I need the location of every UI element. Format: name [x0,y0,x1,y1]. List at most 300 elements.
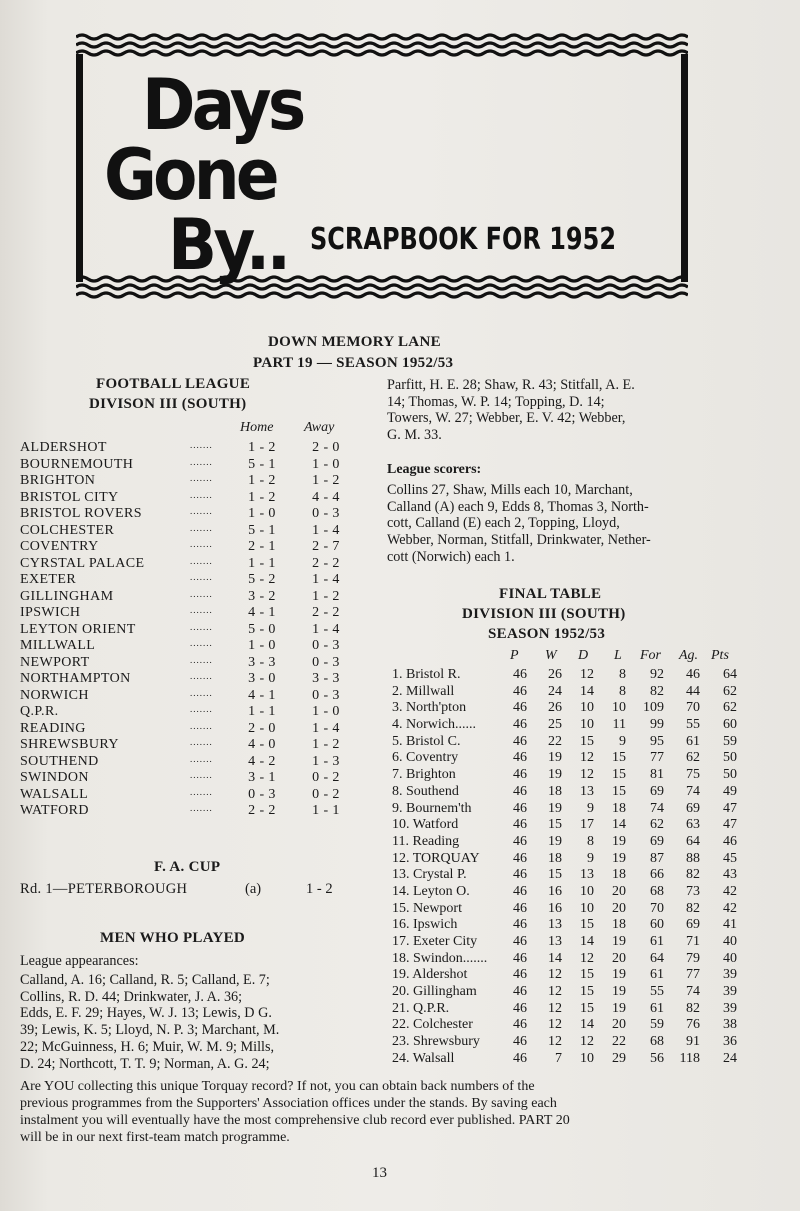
fixture-home-score: 3 - 1 [248,770,276,785]
scorers-line: Collins 27, Shaw, Mills each 10, Marchant, [387,482,633,498]
fixture-team: NORWICH [20,687,89,703]
table-points: 41 [723,917,737,933]
table-for: 64 [650,950,664,966]
table-team: 9. Bournem'th [392,800,472,816]
table-points: 64 [723,667,737,682]
table-for: 56 [650,1050,664,1066]
table-drawn: 10 [580,1050,594,1066]
table-col-pts: Pts [711,648,729,663]
footer-line: instalment you will eventually have the most comprehensive club record ever published. PART 20 [20,1113,570,1128]
table-for: 109 [643,700,664,716]
fixture-row [20,605,360,622]
appearances-line: Edds, E. F. 29; Hayes, W. J. 13; Lewis, D G. [20,1005,272,1022]
table-played: 46 [513,750,527,766]
table-for: 55 [650,984,664,1000]
table-won: 22 [548,733,562,749]
fixture-leader-dots: ....... [190,786,213,797]
table-won: 18 [548,850,562,866]
table-played: 46 [513,1050,527,1066]
scorers-line: cott, Calland (E) each 2, Topping, Lloyd, [387,515,620,532]
table-drawn: 15 [580,984,594,1000]
appearances-line: Calland, A. 16; Calland, R. 5; Calland, E. 7; [20,972,270,988]
fixture-leader-dots: ....... [190,770,213,780]
table-lost: 18 [612,800,626,816]
scorers-line: Webber, Norman, Stitfall, Drinkwater, Nether- [387,532,651,549]
table-against: 82 [686,900,700,916]
table-played: 46 [513,917,527,933]
table-against: 77 [686,967,700,983]
table-season: SEASON 1952/53 [488,626,606,642]
fixture-row [20,506,360,523]
table-lost: 9 [619,733,626,749]
table-played: 46 [513,833,527,849]
table-against: 46 [686,667,700,682]
table-for: 61 [650,1000,664,1016]
fixture-away-score: 1 - 2 [312,737,340,752]
table-col-l: L [614,648,622,663]
fixture-team: READING [20,720,86,736]
table-for: 68 [650,1034,664,1050]
table-won: 24 [548,683,562,699]
table-lost: 19 [612,850,626,866]
table-played: 46 [513,1000,527,1016]
table-lost: 8 [619,667,626,682]
table-won: 26 [548,667,562,682]
fixture-team: Q.P.R. [20,704,59,719]
table-for: 92 [650,667,664,682]
fixture-home-score: 3 - 2 [248,588,276,604]
table-points: 39 [723,967,737,983]
table-played: 46 [513,667,527,682]
fixture-away-score: 2 - 2 [312,555,340,571]
fixture-team: NORTHAMPTON [20,671,131,686]
table-for: 62 [650,817,664,833]
fixture-leader-dots: ....... [190,489,213,500]
fixture-away-score: 0 - 3 [312,687,340,703]
table-won: 19 [548,800,562,816]
table-won: 16 [548,883,562,899]
table-against: 82 [686,1000,700,1016]
table-lost: 20 [612,900,626,916]
table-won: 18 [548,783,562,799]
table-team: 1. Bristol R. [392,667,461,682]
fixture-leader-dots: ....... [190,753,213,764]
table-won: 26 [548,700,562,716]
table-points: 50 [723,750,737,766]
table-won: 12 [548,1017,562,1033]
fixture-team: COLCHESTER [20,522,115,538]
fixture-team: MILLWALL [20,638,96,653]
table-played: 46 [513,850,527,866]
fixture-away-score: 1 - 4 [312,572,340,587]
fixture-away-score: 3 - 3 [312,671,340,686]
table-team: 21. Q.P.R. [392,1000,450,1016]
fixture-away-score: 0 - 2 [312,786,340,802]
footer-line: will be in our next first-team match programme. [20,1130,290,1145]
table-lost: 8 [619,683,626,699]
table-played: 46 [513,1034,527,1050]
table-drawn: 10 [580,883,594,899]
scorers-heading: League scorers: [387,462,482,477]
fixture-home-score: 4 - 0 [248,737,276,752]
table-drawn: 10 [580,700,594,716]
fixtures-subheading: DIVISON III (SOUTH) [89,396,247,412]
table-drawn: 12 [580,950,594,966]
table-points: 36 [723,1034,737,1050]
table-team: 14. Leyton O. [392,883,470,899]
fixture-away-score: 1 - 4 [312,522,340,538]
table-for: 81 [650,767,664,783]
table-drawn: 14 [580,1017,594,1033]
fixture-team: SHREWSBURY [20,737,119,752]
table-points: 62 [723,683,737,699]
fixture-away-score: 4 - 4 [312,489,340,505]
appearances-line: Parfitt, H. E. 28; Shaw, R. 43; Stitfall, A. E. [387,377,635,393]
table-lost: 10 [612,700,626,716]
fixture-home-score: 5 - 1 [248,456,276,472]
table-against: 76 [686,1017,700,1033]
table-drawn: 9 [587,800,594,816]
table-played: 46 [513,950,527,966]
table-won: 12 [548,1034,562,1050]
table-against: 88 [686,850,700,866]
table-for: 77 [650,750,664,766]
fixture-home-score: 1 - 2 [248,440,276,455]
table-won: 25 [548,717,562,733]
fixture-team: COVENTRY [20,539,99,554]
scorers-line: Calland (A) each 9, Edds 8, Thomas 3, North- [387,498,649,515]
title-banner [76,32,688,304]
fixture-home-score: 2 - 1 [248,539,276,554]
table-against: 91 [686,1034,700,1050]
table-points: 45 [723,850,737,866]
title-word-gone: Gone [104,134,276,216]
table-lost: 19 [612,1000,626,1016]
appearances-line: Towers, W. 27; Webber, E. V. 42; Webber, [387,410,626,427]
table-team: 18. Swindon....... [392,950,488,966]
fixture-leader-dots: ....... [190,621,213,632]
table-against: 75 [686,767,700,783]
table-played: 46 [513,700,527,716]
table-played: 46 [513,867,527,883]
table-won: 19 [548,833,562,849]
fixture-team: EXETER [20,572,77,587]
fixture-leader-dots: ....... [190,506,213,516]
fixture-home-score: 1 - 1 [248,704,276,719]
fixture-away-score: 1 - 3 [312,753,340,769]
table-lost: 19 [612,934,626,949]
fa-cup-score: 1 - 2 [306,881,333,897]
fixture-leader-dots: ....... [190,737,213,747]
table-played: 46 [513,967,527,983]
table-played: 46 [513,817,527,833]
table-drawn: 9 [587,850,594,866]
fixture-away-score: 1 - 4 [312,621,340,637]
table-against: 82 [686,867,700,883]
table-drawn: 14 [580,683,594,699]
fixture-home-score: 4 - 1 [248,687,276,703]
table-against: 70 [686,700,700,716]
table-team: 8. Southend [392,783,459,799]
fixture-away-score: 1 - 2 [312,473,340,488]
table-won: 7 [555,1050,562,1066]
fixture-row [20,737,360,754]
wave-border-top [76,32,688,62]
fixture-team: SWINDON [20,770,89,785]
appearances-text [20,972,364,1072]
table-col-w: W [545,648,557,663]
table-won: 14 [548,950,562,966]
table-against: 73 [686,883,700,899]
fa-cup-round: Rd. 1—PETERBOROUGH [20,881,188,897]
fixture-row [20,457,360,474]
table-against: 71 [686,934,700,949]
fixture-away-score: 0 - 3 [312,654,340,670]
fixture-home-score: 1 - 0 [248,506,276,521]
table-drawn: 10 [580,900,594,916]
table-drawn: 12 [580,667,594,682]
subtitle: SCRAPBOOK FOR 1952 [310,222,617,257]
fixture-leader-dots: ....... [190,704,213,714]
fixture-team: ALDERSHOT [20,440,107,455]
table-won: 12 [548,1000,562,1016]
fixture-home-score: 4 - 1 [248,605,276,620]
table-drawn: 17 [580,817,594,833]
table-played: 46 [513,900,527,916]
table-points: 40 [723,950,737,966]
table-played: 46 [513,767,527,783]
table-lost: 18 [612,867,626,883]
fixture-away-score: 2 - 0 [312,440,340,455]
table-drawn: 15 [580,967,594,983]
title-word-days: Days [142,64,303,146]
fixture-leader-dots: ....... [190,572,213,582]
col-home-label: Home [240,420,274,435]
fixture-row [20,704,360,721]
fixture-row [20,589,360,606]
fixture-row [20,556,360,573]
fixture-away-score: 1 - 0 [312,456,340,472]
table-won: 12 [548,984,562,1000]
table-team: 10. Watford [392,817,459,833]
table-lost: 29 [612,1050,626,1066]
fixture-leader-dots: ....... [190,654,213,665]
fixture-home-score: 3 - 0 [248,671,276,686]
table-won: 12 [548,967,562,983]
fixture-row [20,688,360,705]
table-played: 46 [513,934,527,949]
table-lost: 20 [612,950,626,966]
fixture-home-score: 5 - 2 [248,572,276,587]
fixture-leader-dots: ....... [190,671,213,681]
fa-cup-venue: (a) [245,881,262,897]
fixture-row [20,770,360,787]
table-for: 87 [650,850,664,866]
border-right [681,54,688,282]
table-team: 23. Shrewsbury [392,1034,480,1050]
fixture-row [20,440,360,457]
appearances-line: 14; Thomas, W. P. 14; Topping, D. 14; [387,393,605,410]
table-won: 16 [548,900,562,916]
fa-cup-heading: F. A. CUP [154,859,221,875]
table-lost: 19 [612,967,626,983]
fixture-away-score: 1 - 2 [312,588,340,604]
fixture-home-score: 1 - 2 [248,489,276,505]
fixture-leader-dots: ....... [190,522,213,533]
table-for: 95 [650,733,664,749]
fixture-leader-dots: ....... [190,555,213,566]
table-team: 15. Newport [392,900,462,916]
table-team: 24. Walsall [392,1050,455,1066]
table-col-for: For [640,648,661,663]
table-lost: 15 [612,783,626,799]
table-won: 13 [548,917,562,933]
table-drawn: 8 [587,833,594,849]
fixture-home-score: 2 - 2 [248,803,276,818]
table-team: 19. Aldershot [392,967,468,983]
table-for: 70 [650,900,664,916]
table-heading: FINAL TABLE [499,586,602,602]
fixture-team: WALSALL [20,786,89,802]
fixture-leader-dots: ....... [190,473,213,483]
table-points: 43 [723,867,737,883]
table-points: 60 [723,717,737,733]
fixture-row [20,787,360,804]
table-played: 46 [513,783,527,799]
table-points: 46 [723,833,737,849]
footer-note [20,1078,570,1146]
fixture-leader-dots: ....... [190,803,213,813]
fixture-away-score: 2 - 7 [312,539,340,554]
table-division: DIVISION III (SOUTH) [462,606,626,622]
table-team: 12. TORQUAY [392,850,480,866]
appearances-label: League appearances: [20,953,139,969]
scorers-text [387,482,651,566]
fixture-row [20,638,360,655]
table-points: 50 [723,767,737,783]
table-points: 62 [723,700,737,716]
table-drawn: 13 [580,783,594,799]
table-team: 11. Reading [392,833,460,849]
fixture-team: NEWPORT [20,654,90,670]
table-played: 46 [513,683,527,699]
table-team: 13. Crystal P. [392,867,467,883]
table-against: 55 [686,717,700,733]
table-for: 74 [650,800,664,816]
appearances-line: D. 24; Northcott, T. T. 9; Norman, A. G. 24; [20,1055,270,1072]
table-for: 61 [650,967,664,983]
table-points: 38 [723,1017,737,1033]
table-points: 39 [723,1000,737,1016]
table-team: 17. Exeter City [392,934,478,949]
table-col-ag: Ag. [679,648,699,663]
table-for: 66 [650,867,664,883]
table-drawn: 12 [580,750,594,766]
fixture-home-score: 1 - 1 [248,555,276,571]
fixture-leader-dots: ....... [190,456,213,467]
table-against: 79 [686,950,700,966]
table-points: 47 [723,817,737,833]
fixture-away-score: 0 - 3 [312,506,340,521]
table-drawn: 15 [580,1000,594,1016]
fixture-leader-dots: ....... [190,588,213,599]
table-team: 16. Ipswich [392,917,458,933]
appearances-line: 22; McGuinness, H. 6; Muir, W. M. 9; Mills, [20,1038,275,1055]
table-drawn: 15 [580,733,594,749]
fixture-row [20,721,360,738]
table-team: 4. Norwich...... [392,717,476,733]
table-points: 47 [723,800,737,816]
fixture-home-score: 5 - 0 [248,621,276,637]
fixture-team: BRISTOL CITY [20,489,119,505]
fixture-team: GILLINGHAM [20,588,114,604]
table-team: 5. Bristol C. [392,733,461,749]
men-heading: MEN WHO PLAYED [100,930,246,946]
fixture-row [20,754,360,771]
fixture-leader-dots: ....... [190,687,213,698]
table-against: 74 [686,783,700,799]
table-drawn: 14 [580,934,594,949]
table-lost: 18 [612,917,626,933]
table-lost: 22 [612,1034,626,1050]
table-team: 2. Millwall [392,683,455,699]
fixture-row [20,671,360,688]
appearances-line: 39; Lewis, K. 5; Lloyd, N. P. 3; Marchant, M. [20,1022,280,1039]
fixture-home-score: 3 - 3 [248,654,276,670]
fixture-row [20,572,360,589]
fixtures-heading: FOOTBALL LEAGUE [96,376,251,392]
table-team: 7. Brighton [392,767,456,783]
fixture-home-score: 1 - 0 [248,638,276,653]
fixture-team: BRIGHTON [20,473,96,488]
fixture-team: IPSWICH [20,605,81,620]
table-lost: 11 [612,717,626,733]
table-won: 13 [548,934,562,949]
table-won: 15 [548,817,562,833]
table-against: 63 [686,817,700,833]
fixture-team: SOUTHEND [20,753,99,769]
table-against: 69 [686,917,700,933]
table-against: 44 [686,683,700,699]
fixture-away-score: 1 - 1 [312,803,340,818]
footer-line: previous programmes from the Supporters' Association offices under the stands. By saving each [20,1096,557,1111]
table-col-p: P [510,648,519,663]
table-lost: 15 [612,750,626,766]
fixture-home-score: 5 - 1 [248,522,276,538]
table-against: 74 [686,984,700,1000]
table-against: 118 [679,1050,700,1066]
fixture-home-score: 1 - 2 [248,473,276,488]
section-subheading: PART 19 — SEASON 1952/53 [253,355,454,371]
fixture-team: BOURNEMOUTH [20,456,134,472]
table-team: 3. North'pton [392,700,467,716]
table-points: 42 [723,883,737,899]
table-team: 22. Colchester [392,1017,473,1033]
fixture-team: LEYTON ORIENT [20,621,136,637]
fixture-away-score: 1 - 4 [312,720,340,736]
footer-line: Are YOU collecting this unique Torquay record? If not, you can obtain back numbers of the [20,1079,535,1094]
table-drawn: 12 [580,767,594,783]
fixture-leader-dots: ....... [190,605,213,615]
table-played: 46 [513,883,527,899]
fixture-row [20,523,360,540]
scorers-line: cott (Norwich) each 1. [387,548,515,565]
table-against: 62 [686,750,700,766]
table-against: 61 [686,733,700,749]
fixture-home-score: 4 - 2 [248,753,276,769]
table-points: 49 [723,783,737,799]
table-played: 46 [513,800,527,816]
